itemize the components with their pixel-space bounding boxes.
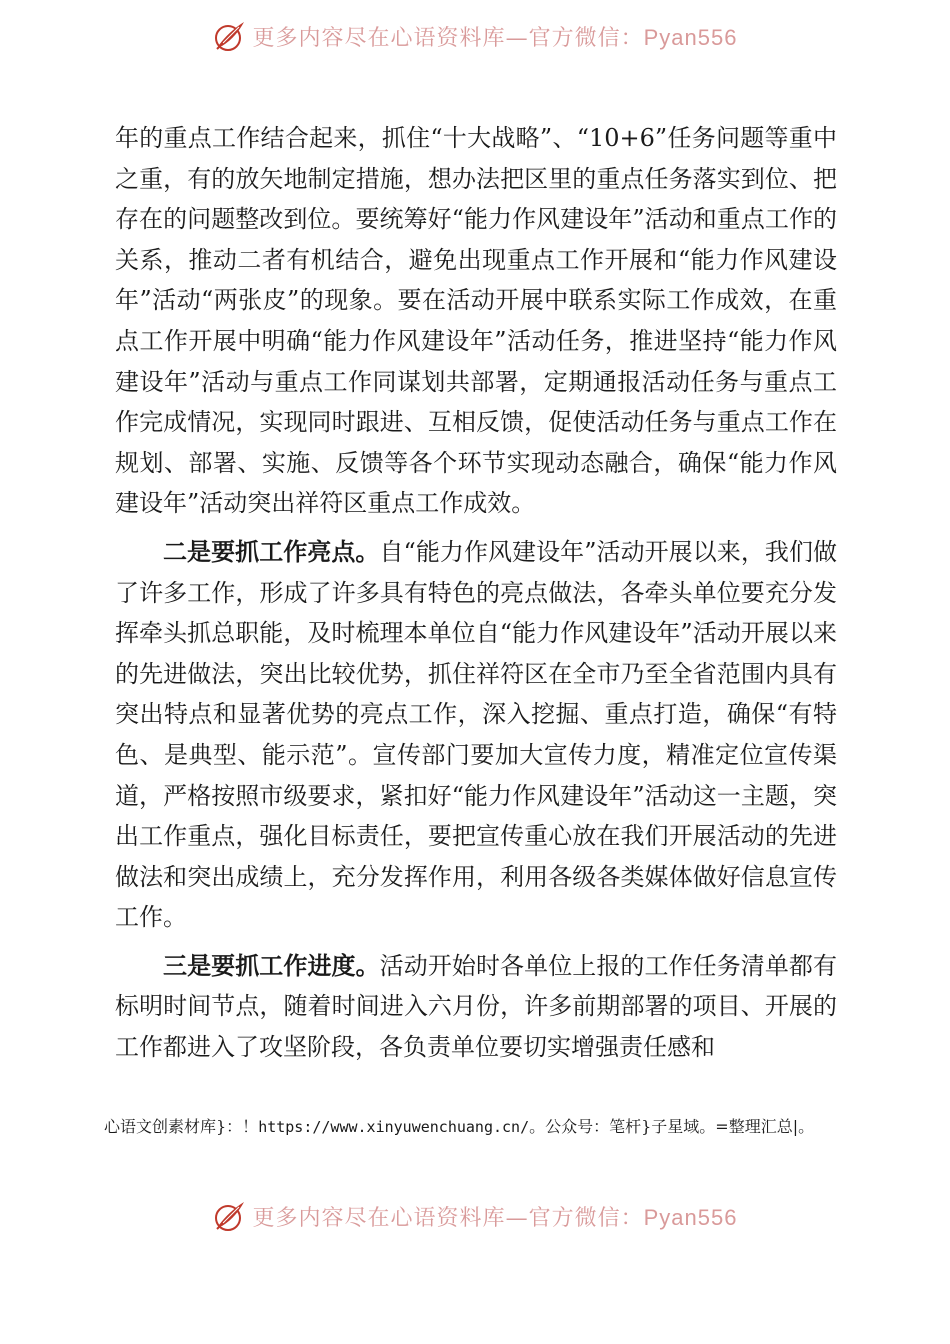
paragraph-2-lead: 二是要抓工作亮点。 — [163, 537, 380, 566]
footer-banner — [0, 1196, 950, 1236]
footnote-prefix: 心语文创素材库}：！ — [104, 1117, 259, 1136]
banner-wechat-label: 官方微信： — [528, 25, 644, 51]
header-banner — [0, 16, 950, 56]
feather-logo-icon — [213, 1199, 247, 1233]
banner-wechat-id: Pyan556 — [643, 1204, 738, 1230]
footnote-suffix: 。公众号：笔杆}子星域。=整理汇总|。 — [529, 1117, 815, 1136]
paragraph-3 — [115, 946, 837, 1068]
banner-dash: — — [505, 1205, 529, 1231]
banner-title: 更多内容尽在心语资料库 — [252, 1205, 506, 1231]
feather-logo-icon — [213, 19, 247, 53]
paragraph-2 — [115, 532, 837, 938]
banner-title: 更多内容尽在心语资料库 — [252, 25, 506, 51]
paragraph-3-lead: 三是要抓工作进度。 — [163, 951, 380, 980]
banner-dash: — — [505, 25, 529, 51]
paragraph-3-text: 活动开始时各单位上报的工作任务清单都有标明时间节点，随着时间进入六月份，许多前期部署的项目、开展的工作都进入了攻坚阶段，各负责单位要切实增强责任感和 — [115, 951, 838, 1062]
footnote-url[interactable]: https://www.xinyuwenchuang.cn/ — [258, 1118, 530, 1136]
banner-text — [253, 1201, 738, 1232]
document-body — [115, 118, 837, 1068]
paragraph-2-text: 自“能力作风建设年”活动开展以来，我们做了许多工作，形成了许多具有特色的亮点做法，各牵头单位要充分发挥牵头抓总职能，及时梳理本单位自“能力作风建设年”活动开展以来的先进做法，突出比较优势，抓住祥符区在全市乃至全省范围内具有突出特点和显著优势的亮点工作，深入挖掘、重点打造，确保“有特色、是典型、能示范”。宣传部门要加大宣传力度，精准定位宣传渠道，严格按照市级要求，紧扣好“能力作风建设年”活动这一主题，突出工作重点，强化目标责任，要把宣传重心放在我们开展活动的先进做法和突出成绩上，充分发挥作用，利用各级各类媒体做好信息宣传工作。 — [115, 537, 837, 932]
banner-wechat-label: 官方微信： — [528, 1205, 644, 1231]
source-footnote — [104, 1115, 844, 1139]
paragraph-1 — [115, 118, 837, 524]
banner-text — [253, 21, 738, 52]
paragraph-1-text: 年的重点工作结合起来，抓住“十大战略”、“10+6”任务问题等重中之重，有的放矢地制定措施，想办法把区里的重点任务落实到位、把存在的问题整改到位。要统筹好“能力作风建设年”活动和重点工作的关系，推动二者有机结合，避免出现重点工作开展和“能力作风建设年”活动“两张皮”的现象。要在活动开展中联系实际工作成效，在重点工作开展中明确“能力作风建设年”活动任务，推进坚持“能力作风建设年”活动与重点工作同谋划共部署，定期通报活动任务与重点工作完成情况，实现同时跟进、互相反馈，促使活动任务与重点工作在规划、部署、实施、反馈等各个环节实现动态融合，确保“能力作风建设年”活动突出祥符区重点工作成效。 — [115, 124, 837, 518]
banner-wechat-id: Pyan556 — [643, 24, 738, 50]
